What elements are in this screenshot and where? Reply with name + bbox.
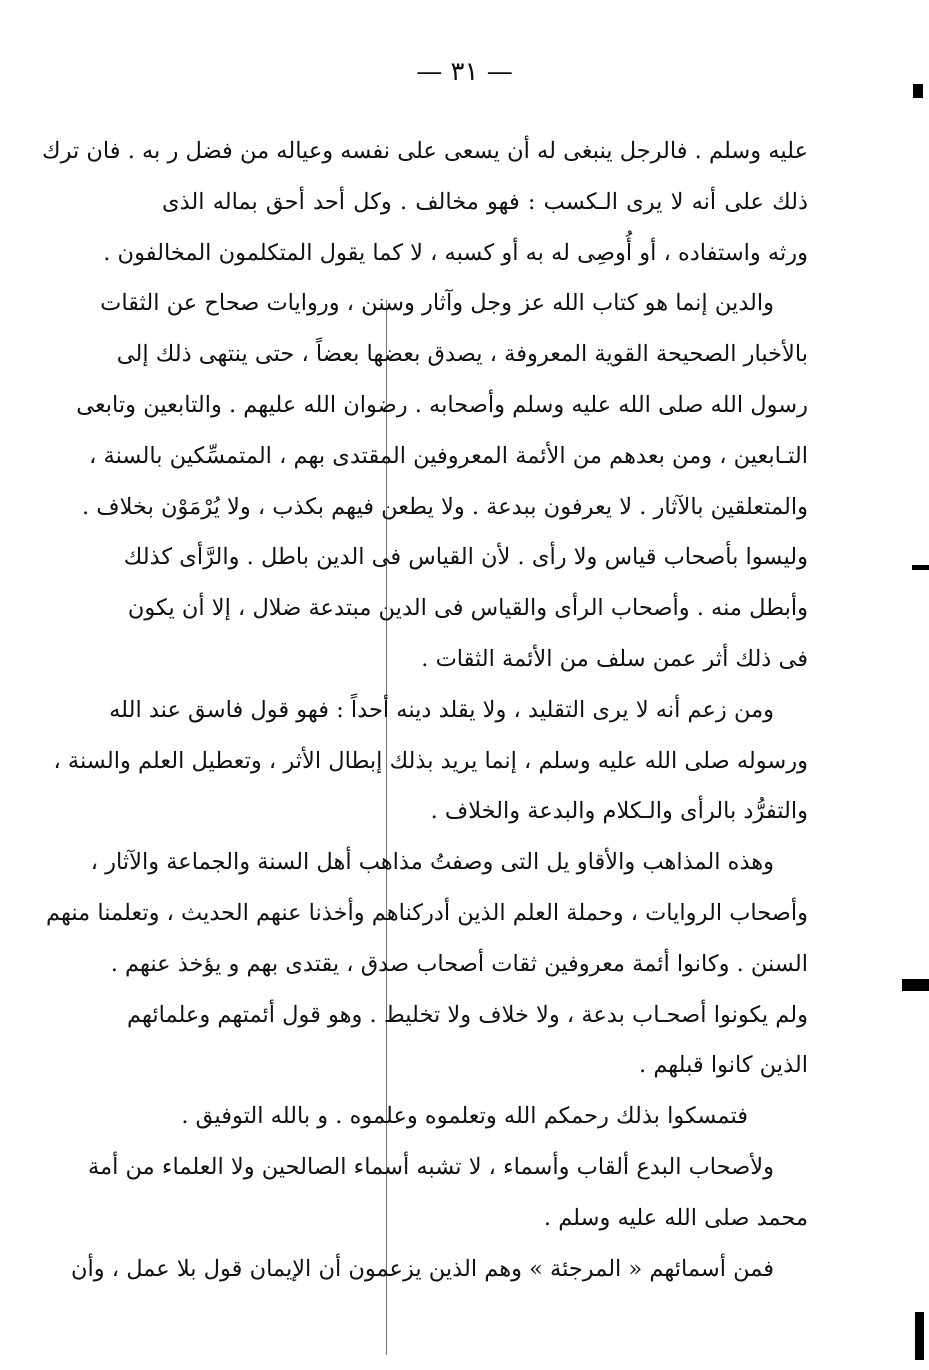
text-line: ومن زعم أنه لا يرى التقليد ، ولا يقلد دينه أحداً : فهو قول فاسق عند الله xyxy=(109,696,774,723)
body-text xyxy=(42,126,808,1294)
text-line: فمن أسمائهم « المرجئة » وهم الذين يزعمون أن الإيمان قول بلا عمل ، وأن xyxy=(71,1255,774,1282)
scan-edge-mark-bottom xyxy=(915,1312,924,1360)
text-line: الذين كانوا قبلهم . xyxy=(639,1052,808,1079)
text-line: فى ذلك أثر عمن سلف من الأئمة الثقات . xyxy=(421,645,808,672)
text-line: والمتعلقين بالآثار . لا يعرفون ببدعة . ولا يطعن فيهم بكذب ، ولا يُرْمَوْن بخلاف . xyxy=(82,493,808,520)
text-line: وليسوا بأصحاب قياس ولا رأى . لأن القياس فى الدين باطل . والرَّأى كذلك xyxy=(123,544,808,571)
text-line: ولأصحاب البدع ألقاب وأسماء ، لا تشبه أسماء الصالحين ولا العلماء من أمة xyxy=(88,1153,774,1180)
scan-edge-mark-top xyxy=(913,84,923,98)
text-line: ذلك على أنه لا يرى الـكسب : فهو مخالف . وكل أحد أحق بماله الذى xyxy=(162,188,808,215)
text-line: السنن . وكانوا أئمة معروفين ثقات أصحاب صدق ، يقتدى بهم و يؤخذ عنهم . xyxy=(110,950,808,977)
text-line: ورثه واستفاده ، أو أُوصِى له به أو كسبه ، لا كما يقول المتكلمون المخالفون . xyxy=(103,239,808,266)
text-line: والدين إنما هو كتاب الله عز وجل وآثار وسنن ، وروايات صحاح عن الثقات xyxy=(100,290,774,317)
scan-edge-mark-lower xyxy=(902,979,929,991)
scan-edge-mark-middle xyxy=(912,565,929,570)
text-line: رسول الله صلى الله عليه وسلم وأصحابه . رضوان الله عليهم . والتابعين وتابعى xyxy=(76,391,808,418)
text-line: محمد صلى الله عليه وسلم . xyxy=(543,1204,808,1231)
page-number: — ٣١ — xyxy=(416,57,513,87)
text-line: فتمسكوا بذلك رحمكم الله وتعلموه وعلموه . و بالله التوفيق . xyxy=(181,1103,748,1130)
text-line: بالأخبار الصحيحة القوية المعروفة ، يصدق بعضها بعضاً ، حتى ينتهى ذلك إلى xyxy=(116,341,808,368)
text-line: ولم يكونوا أصحـاب بدعة ، ولا خلاف ولا تخليط . وهو قول أئمتهم وعلمائهم xyxy=(127,1001,808,1028)
text-line: ورسوله صلى الله عليه وسلم ، إنما يريد بذلك إبطال الأثر ، وتعطيل العلم والسنة ، xyxy=(53,747,808,774)
text-line: وأبطل منه . وأصحاب الرأى والقياس فى الدين مبتدعة ضلال ، إلا أن يكون xyxy=(127,595,808,622)
text-line: وهذه المذاهب والأقاو يل التى وصفتُ مذاهب أهل السنة والجماعة والآثار ، xyxy=(90,849,774,876)
text-line: التـابعين ، ومن بعدهم من الأئمة المعروفين المقتدى بهم ، المتمسِّكين بالسنة ، xyxy=(89,442,808,469)
text-line: عليه وسلم . فالرجل ينبغى له أن يسعى على نفسه وعياله من فضل ر به . فان ترك xyxy=(42,138,808,164)
text-line: وأصحاب الروايات ، وحملة العلم الذين أدركناهم وأخذنا عنهم الحديث ، وتعلمنا منهم xyxy=(46,899,808,926)
text-line: والتفرُّد بالرأى والـكلام والبدعة والخلاف . xyxy=(430,798,808,825)
